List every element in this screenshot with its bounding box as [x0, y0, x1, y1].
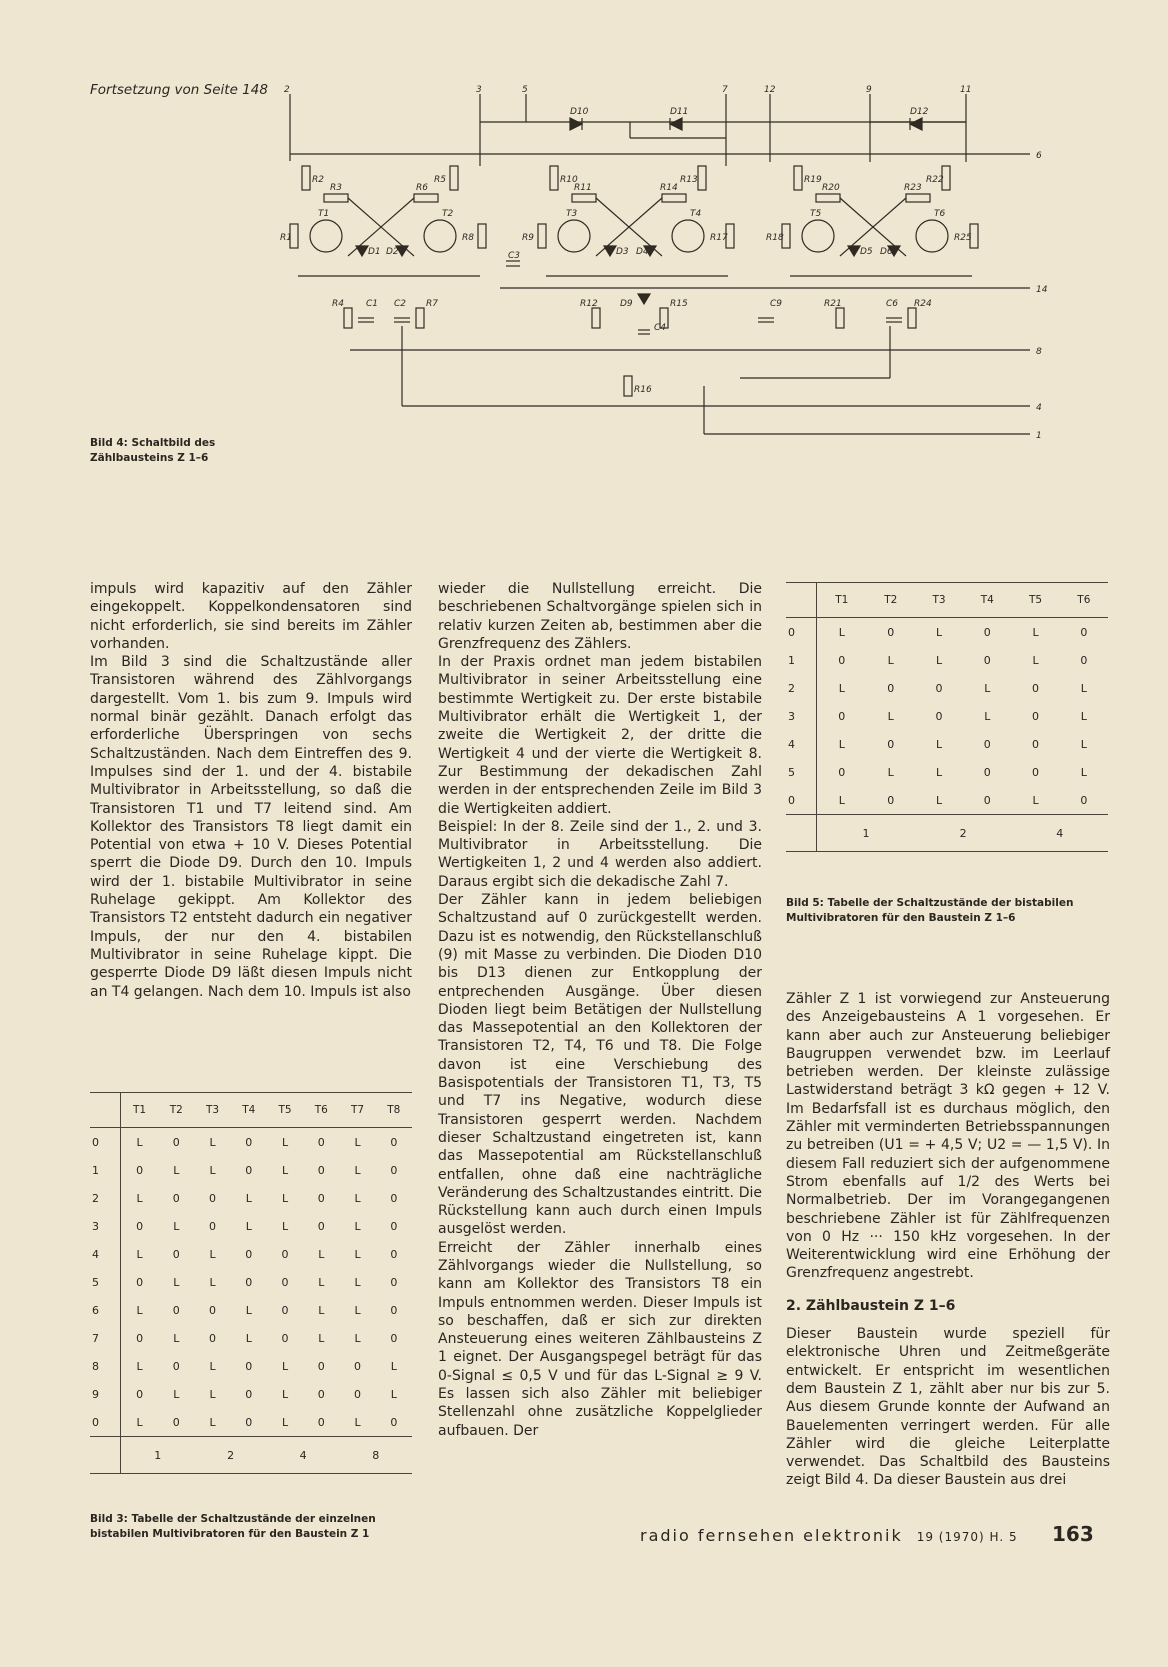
- state-cell: L: [1032, 625, 1039, 639]
- component-label: R13: [680, 175, 698, 185]
- state-cell: 0: [136, 1387, 144, 1401]
- state-cell: 0: [245, 1247, 253, 1261]
- state-cell: L: [354, 1191, 361, 1205]
- state-cell: 0: [136, 1163, 144, 1177]
- component-label: C4: [654, 323, 667, 333]
- component-label: R5: [434, 175, 446, 185]
- state-cell: L: [209, 1387, 216, 1401]
- row-label: 6: [90, 1296, 121, 1324]
- caption-line: Bild 4: Schaltbild des: [90, 437, 216, 449]
- row-label: 9: [90, 1380, 121, 1408]
- state-cell: L: [281, 1163, 289, 1177]
- column-header: T4: [963, 583, 1011, 618]
- state-cell: 0: [245, 1135, 253, 1149]
- terminal-label: 5: [522, 85, 528, 95]
- column-header: T8: [376, 1093, 412, 1128]
- table-row: [786, 618, 1108, 647]
- state-cell: 0: [390, 1219, 398, 1233]
- state-cell: 0: [172, 1359, 180, 1373]
- section-heading: 2. Zählbaustein Z 1–6: [786, 1297, 956, 1314]
- table-5: [786, 582, 1108, 852]
- state-cell: L: [935, 653, 943, 667]
- state-cell: 0: [1032, 737, 1040, 751]
- component-label: R2: [312, 175, 324, 185]
- state-cell: 0: [281, 1331, 289, 1345]
- state-cell: L: [318, 1331, 325, 1345]
- state-cell: L: [354, 1219, 361, 1233]
- state-cell: 0: [245, 1275, 253, 1289]
- table-row: [786, 758, 1108, 786]
- state-cell: 0: [983, 765, 991, 779]
- column-header: T3: [194, 1093, 230, 1128]
- column-header: T5: [1011, 583, 1059, 618]
- component-label: R7: [426, 299, 438, 309]
- state-cell: L: [354, 1303, 361, 1317]
- state-cell: L: [1080, 765, 1087, 779]
- state-cell: L: [245, 1191, 252, 1205]
- state-cell: 0: [281, 1303, 289, 1317]
- component-label: R17: [710, 233, 728, 243]
- row-label: 0: [786, 786, 817, 815]
- state-cell: 0: [245, 1163, 253, 1177]
- state-cell: 0: [317, 1163, 325, 1177]
- component-label: T6: [934, 209, 946, 219]
- state-cell: 0: [317, 1191, 325, 1205]
- component-label: R4: [332, 299, 344, 309]
- component-label: D1: [368, 247, 381, 257]
- figure-3-caption: [90, 1512, 376, 1542]
- component-label: D9: [620, 299, 633, 309]
- page-number: 163: [1052, 1522, 1094, 1546]
- component-label: R19: [804, 175, 822, 185]
- state-cell: L: [209, 1275, 216, 1289]
- journal-volume: 19 (1970) H. 5: [916, 1530, 1018, 1544]
- state-cell: 0: [390, 1163, 398, 1177]
- column-header: T6: [303, 1093, 339, 1128]
- state-cell: L: [838, 737, 845, 751]
- table-row: [90, 1268, 412, 1296]
- paragraph: Dieser Baustein wurde speziell für elektronische Uhren und Zeitmeßgeräte entwickelt. Er entspricht im wesentlichen dem Baustein Z 1, zählt aber nur bis zur 5. Aus diesem Grunde konnte der Aufwand an Bauelementen verringert werden. Für alle Zähler wird die gleiche Leiterplatte verwendet. Das Schaltbild des Bausteins zeigt Bild 4. Da dieser Baustein aus drei: [786, 1326, 1110, 1489]
- state-cell: L: [281, 1387, 289, 1401]
- weight-cell: 1: [817, 815, 915, 852]
- state-cell: 0: [838, 653, 846, 667]
- component-label: R22: [926, 175, 944, 185]
- table-row: [90, 1408, 412, 1437]
- component-label: R21: [824, 299, 842, 309]
- component-label: R20: [822, 183, 840, 193]
- state-cell: 0: [887, 681, 895, 695]
- journal-footer: [640, 1526, 1018, 1545]
- table-row: [786, 674, 1108, 702]
- column-header: T7: [339, 1093, 375, 1128]
- state-cell: L: [1080, 681, 1087, 695]
- row-label: 4: [786, 730, 817, 758]
- state-cell: L: [281, 1219, 289, 1233]
- terminal-label: 1: [1036, 431, 1042, 441]
- table-3: [90, 1092, 412, 1474]
- state-cell: L: [838, 625, 845, 639]
- caption-line: Zählbausteins Z 1–6: [90, 452, 209, 464]
- terminal-label: 9: [866, 85, 872, 95]
- row-label: 4: [90, 1240, 121, 1268]
- component-label: R1: [280, 233, 292, 243]
- terminal-label: 2: [284, 85, 290, 95]
- state-cell: L: [173, 1275, 180, 1289]
- row-label: 5: [90, 1268, 121, 1296]
- table-row: [90, 1240, 412, 1268]
- state-cell: L: [281, 1415, 289, 1429]
- state-cell: 0: [390, 1415, 398, 1429]
- table-row: [786, 786, 1108, 815]
- paragraph: Zähler Z 1 ist vorwiegend zur Ansteuerung des Anzeigebausteins A 1 vorgesehen. Er kann aber auch zur Ansteuerung beliebiger Baugruppen verwendet bzw. im Leerlauf betrieben werden. Der kleinste zulässige Lastwiderstand beträgt 3 kΩ gegen + 12 V. Im Bedarfsfall ist es durchaus möglich, den Zähler mit verminderten Betriebsspannungen zu betreiben (U1 = + 4,5 V; U2 = — 1,5 V). In diesem Fall reduziert sich der aufgenommene Strom ebenfalls auf 1/2 des Werts bei Normalbetrieb. Der im Vorangegangenen beschriebene Zähler ist für Zählfrequenzen von 0 Hz ··· 150 kHz vorgesehen. In der Weiterentwicklung wird eine Erhöhung der Grenzfrequenz angestrebt.: [786, 991, 1110, 1282]
- state-cell: L: [354, 1415, 361, 1429]
- state-cell: 0: [1080, 793, 1088, 807]
- row-label: 1: [90, 1156, 121, 1184]
- row-label: 3: [786, 702, 817, 730]
- state-cell: L: [281, 1359, 289, 1373]
- component-label: R3: [330, 183, 342, 193]
- weight-cell: 4: [1011, 815, 1108, 852]
- table-row: [90, 1156, 412, 1184]
- state-table: [786, 583, 1108, 851]
- table-row: [90, 1324, 412, 1352]
- component-label: T1: [318, 209, 330, 219]
- component-label: D3: [616, 247, 629, 257]
- state-cell: L: [838, 681, 845, 695]
- schematic-diagram: [280, 85, 1120, 476]
- state-cell: L: [935, 765, 943, 779]
- state-cell: L: [354, 1275, 361, 1289]
- terminal-label: 11: [960, 85, 972, 95]
- figure-5-caption: [786, 896, 1073, 926]
- state-cell: L: [354, 1163, 361, 1177]
- row-label: 7: [90, 1324, 121, 1352]
- state-cell: 0: [209, 1219, 217, 1233]
- table-row: [90, 1184, 412, 1212]
- state-cell: 0: [245, 1387, 253, 1401]
- weight-cell: 1: [121, 1437, 195, 1474]
- state-cell: L: [209, 1163, 216, 1177]
- column-header: T1: [121, 1093, 159, 1128]
- state-cell: 0: [281, 1247, 289, 1261]
- state-cell: 0: [172, 1247, 180, 1261]
- state-cell: 0: [983, 737, 991, 751]
- component-label: R8: [462, 233, 474, 243]
- column-2: [438, 580, 762, 1440]
- state-cell: 0: [983, 793, 991, 807]
- state-cell: L: [245, 1303, 252, 1317]
- state-cell: L: [136, 1135, 143, 1149]
- state-cell: 0: [887, 737, 895, 751]
- row-label: 5: [786, 758, 817, 786]
- row-label: 2: [90, 1184, 121, 1212]
- state-cell: 0: [354, 1359, 362, 1373]
- component-label: C2: [394, 299, 407, 309]
- state-cell: L: [209, 1247, 216, 1261]
- state-cell: 0: [209, 1331, 217, 1345]
- weight-cell: 2: [915, 815, 1012, 852]
- paragraph: In der Praxis ordnet man jedem bistabilen Multivibrator in seiner Arbeitsstellung eine bestimmte Wertigkeit zu. Der erste bistabile Multivibrator erhält die Wertigkeit 1, der zweite die Wertigkeit 2, der dritte die Wertigkeit 4 und der vierte die Wertigkeit 8. Zur Bestimmung der dekadischen Zahl werden in der entsprechenden Zeile im Bild 3 die Wertigkeiten addiert.: [438, 654, 762, 817]
- state-cell: 0: [172, 1415, 180, 1429]
- table-row: [90, 1128, 412, 1157]
- row-label: 0: [90, 1128, 121, 1157]
- state-cell: L: [173, 1163, 180, 1177]
- state-cell: 0: [172, 1191, 180, 1205]
- table-row: [90, 1380, 412, 1408]
- component-label: C1: [366, 299, 379, 309]
- column-header: T4: [231, 1093, 267, 1128]
- state-cell: 0: [390, 1135, 398, 1149]
- state-cell: 0: [1032, 765, 1040, 779]
- state-cell: L: [1080, 737, 1087, 751]
- state-cell: L: [887, 709, 894, 723]
- state-cell: L: [173, 1331, 180, 1345]
- state-cell: L: [136, 1359, 143, 1373]
- component-label: D12: [910, 107, 929, 117]
- table-row: [90, 1296, 412, 1324]
- state-cell: 0: [172, 1135, 180, 1149]
- paragraph: Beispiel: In der 8. Zeile sind der 1., 2. und 3. Multivibrator in Arbeitsstellung. Die Wertigkeiten 1, 2 und 4 werden also addiert. Daraus ergibt sich die dekadische Zahl 7.: [438, 818, 762, 890]
- terminal-label: 4: [1036, 403, 1042, 413]
- state-cell: 0: [136, 1219, 144, 1233]
- row-label: 3: [90, 1212, 121, 1240]
- state-cell: L: [209, 1415, 216, 1429]
- state-cell: L: [1032, 793, 1039, 807]
- figure-4-caption: [90, 436, 215, 466]
- state-cell: L: [173, 1387, 180, 1401]
- state-cell: 0: [1032, 681, 1040, 695]
- column-header: T1: [817, 583, 867, 618]
- state-cell: L: [318, 1303, 325, 1317]
- caption-line: Bild 3: Tabelle der Schaltzustände der einzelnen: [90, 1513, 376, 1525]
- state-cell: L: [136, 1191, 143, 1205]
- state-cell: L: [935, 625, 943, 639]
- state-cell: L: [935, 793, 943, 807]
- state-cell: 0: [136, 1331, 144, 1345]
- caption-line: Bild 5: Tabelle der Schaltzustände der bistabilen: [786, 897, 1074, 909]
- column-header: T6: [1060, 583, 1108, 618]
- component-label: R9: [522, 233, 534, 243]
- component-label: T2: [442, 209, 454, 219]
- state-cell: L: [984, 709, 991, 723]
- state-cell: 0: [1032, 709, 1040, 723]
- paragraph: impuls wird kapazitiv auf den Zähler eingekoppelt. Koppelkondensatoren sind nicht erforderlich, sie sind bereits im Zähler vorhanden.: [90, 581, 412, 652]
- component-label: D6: [880, 247, 893, 257]
- component-label: R11: [574, 183, 592, 193]
- state-cell: L: [173, 1219, 180, 1233]
- paragraph: Erreicht der Zähler innerhalb eines Zählvorgangs wieder die Nullstellung, so kann am Kollektor des Transistors T8 ein Impuls entnommen werden. Dieser Impuls ist so beschaffen, daß er sich zur direkten Ansteuerung eines weiteren Zählbausteins Z 1 eignet. Der Ausgangspegel beträgt für das 0-Signal ≤ 0,5 V und für das L-Signal ≥ 9 V. Es lassen sich also Zähler mit beliebiger Stellenzahl ohne zusätzliche Koppelglieder aufbauen. Der: [438, 1239, 762, 1439]
- state-cell: L: [136, 1303, 143, 1317]
- row-label: 2: [786, 674, 817, 702]
- journal-name: radio fernsehen elektronik: [640, 1526, 903, 1545]
- state-cell: 0: [136, 1275, 144, 1289]
- terminal-label: 6: [1036, 151, 1042, 161]
- state-cell: 0: [390, 1303, 398, 1317]
- state-cell: 0: [1080, 653, 1088, 667]
- state-cell: L: [887, 765, 894, 779]
- component-label: R6: [416, 183, 428, 193]
- state-cell: 0: [354, 1387, 362, 1401]
- state-cell: L: [209, 1359, 216, 1373]
- state-cell: L: [354, 1331, 361, 1345]
- component-label: T4: [690, 209, 702, 219]
- paragraph: wieder die Nullstellung erreicht. Die beschriebenen Schaltvorgänge spielen sich in relativ kurzen Zeiten ab, bestimmen aber die Grenzfrequenz des Zählers.: [438, 581, 762, 652]
- state-cell: 0: [172, 1303, 180, 1317]
- table-row: [90, 1352, 412, 1380]
- row-label: 0: [90, 1408, 121, 1437]
- component-label: R24: [914, 299, 932, 309]
- component-label: D10: [570, 107, 589, 117]
- state-cell: L: [209, 1135, 216, 1149]
- state-cell: 0: [1080, 625, 1088, 639]
- table-row: [786, 730, 1108, 758]
- component-label: R12: [580, 299, 598, 309]
- terminal-label: 12: [764, 85, 776, 95]
- state-table: [90, 1093, 412, 1473]
- caption-line: Multivibratoren für den Baustein Z 1–6: [786, 912, 1016, 924]
- component-label: C3: [508, 251, 521, 261]
- state-cell: 0: [983, 625, 991, 639]
- column-header: T2: [867, 583, 915, 618]
- component-label: D11: [670, 107, 689, 117]
- state-cell: L: [984, 681, 991, 695]
- state-cell: 0: [390, 1247, 398, 1261]
- row-label: 1: [786, 646, 817, 674]
- state-cell: 0: [209, 1191, 217, 1205]
- state-cell: 0: [983, 653, 991, 667]
- state-cell: 0: [887, 793, 895, 807]
- state-cell: 0: [838, 709, 846, 723]
- state-cell: L: [1032, 653, 1039, 667]
- continuation-note: Fortsetzung von Seite 148: [90, 82, 268, 98]
- component-label: R14: [660, 183, 678, 193]
- state-cell: 0: [317, 1219, 325, 1233]
- state-cell: 0: [317, 1415, 325, 1429]
- column-header: T5: [267, 1093, 303, 1128]
- state-cell: 0: [245, 1415, 253, 1429]
- state-cell: L: [245, 1219, 252, 1233]
- column-3: [786, 990, 1110, 1490]
- weight-cell: 4: [267, 1437, 340, 1474]
- column-header: T3: [915, 583, 963, 618]
- component-label: D2: [386, 247, 399, 257]
- table-row: [90, 1212, 412, 1240]
- component-label: R18: [766, 233, 784, 243]
- row-label: 8: [90, 1352, 121, 1380]
- state-cell: L: [390, 1359, 397, 1373]
- caption-line: bistabilen Multivibratoren für den Baustein Z 1: [90, 1528, 370, 1540]
- state-cell: 0: [317, 1359, 325, 1373]
- state-cell: 0: [281, 1275, 289, 1289]
- state-cell: L: [318, 1275, 325, 1289]
- state-cell: 0: [245, 1359, 253, 1373]
- state-cell: 0: [209, 1303, 217, 1317]
- terminal-label: 7: [722, 85, 728, 95]
- state-cell: 0: [317, 1387, 325, 1401]
- component-label: C6: [886, 299, 899, 309]
- state-cell: L: [245, 1331, 252, 1345]
- state-cell: L: [838, 793, 845, 807]
- component-label: R23: [904, 183, 922, 193]
- component-label: R16: [634, 385, 652, 395]
- component-label: T5: [810, 209, 822, 219]
- state-cell: 0: [317, 1135, 325, 1149]
- row-label: 0: [786, 618, 817, 647]
- terminal-label: 3: [476, 85, 482, 95]
- state-cell: 0: [390, 1275, 398, 1289]
- component-label: D5: [860, 247, 873, 257]
- state-cell: L: [281, 1135, 289, 1149]
- paragraph: Der Zähler kann in jedem beliebigen Schaltzustand auf 0 zurückgestellt werden. Dazu ist es notwendig, den Rückstellanschluß (9) mit Masse zu verbinden. Die Dioden D10 bis D13 dienen zur Entkopplung der entprechenden Ausgänge. Über diesen Dioden liegt beim Betätigen der Nullstellung das Massepotential an den Kollektoren der Transistoren T2, T4, T6 und T8. Die Folge davon ist eine Verschiebung des Basispotentials der Transistoren T1, T3, T5 und T7 ins Negative, wodurch diese Transistoren gesperrt werden. Nachdem dieser Schaltzustand eingetreten ist, kann das Massepotential am Rückstellanschluß entfallen, ohne daß eine nachträgliche Veränderung des Schaltzustandes eintritt. Die Rückstellung kann auch durch einen Impuls ausgelöst werden.: [438, 892, 762, 1238]
- terminal-label: 8: [1036, 347, 1042, 357]
- weight-cell: 2: [194, 1437, 267, 1474]
- state-cell: L: [354, 1135, 361, 1149]
- state-cell: 0: [390, 1331, 398, 1345]
- state-cell: L: [390, 1387, 397, 1401]
- state-cell: 0: [838, 765, 846, 779]
- state-cell: L: [318, 1247, 325, 1261]
- component-label: D4: [636, 247, 649, 257]
- state-cell: L: [887, 653, 894, 667]
- weight-cell: 8: [339, 1437, 412, 1474]
- state-cell: 0: [887, 625, 895, 639]
- state-cell: 0: [390, 1191, 398, 1205]
- component-label: R15: [670, 299, 688, 309]
- paragraph: Im Bild 3 sind die Schaltzustände aller Transistoren während des Zählvorgangs dargestellt. Vom 1. bis zum 9. Impuls wird normal binär gezählt. Danach erfolgt das erforderliche Überspringen von sechs Schaltzuständen. Nach dem Eintreffen des 9. Impulses sind der 1. und der 4. bistabile Multivibrator in Arbeitsstellung, so daß die Transistoren T1 und T7 leitend sind. Am Kollektor des Transistors T8 liegt damit ein Potential von etwa + 10 V. Dieses Potential sperrt die Diode D9. Durch den 10. Impuls wird der 1. bistabile Multivibrator in seine Ruhelage gekippt. Am Kollektor des Transistors T2 entsteht dadurch ein negativer Impuls, der nur den 4. bistabilen Multivibrator in seine Ruhelage kippt. Die gesperrte Diode D9 läßt diesen Impuls nicht an T4 gelangen. Nach dem 10. Impuls ist also: [90, 654, 412, 1000]
- column-1: [90, 580, 412, 1001]
- state-cell: 0: [935, 709, 943, 723]
- state-cell: L: [935, 737, 943, 751]
- state-cell: L: [354, 1247, 361, 1261]
- column-header: T2: [158, 1093, 194, 1128]
- state-cell: L: [136, 1247, 143, 1261]
- state-cell: 0: [935, 681, 943, 695]
- state-cell: L: [1080, 709, 1087, 723]
- component-label: T3: [566, 209, 578, 219]
- component-label: C9: [770, 299, 783, 309]
- state-cell: L: [136, 1415, 143, 1429]
- table-row: [786, 646, 1108, 674]
- terminal-label: 14: [1036, 285, 1048, 295]
- component-label: R25: [954, 233, 972, 243]
- state-cell: L: [281, 1191, 289, 1205]
- component-label: R10: [560, 175, 578, 185]
- table-row: [786, 702, 1108, 730]
